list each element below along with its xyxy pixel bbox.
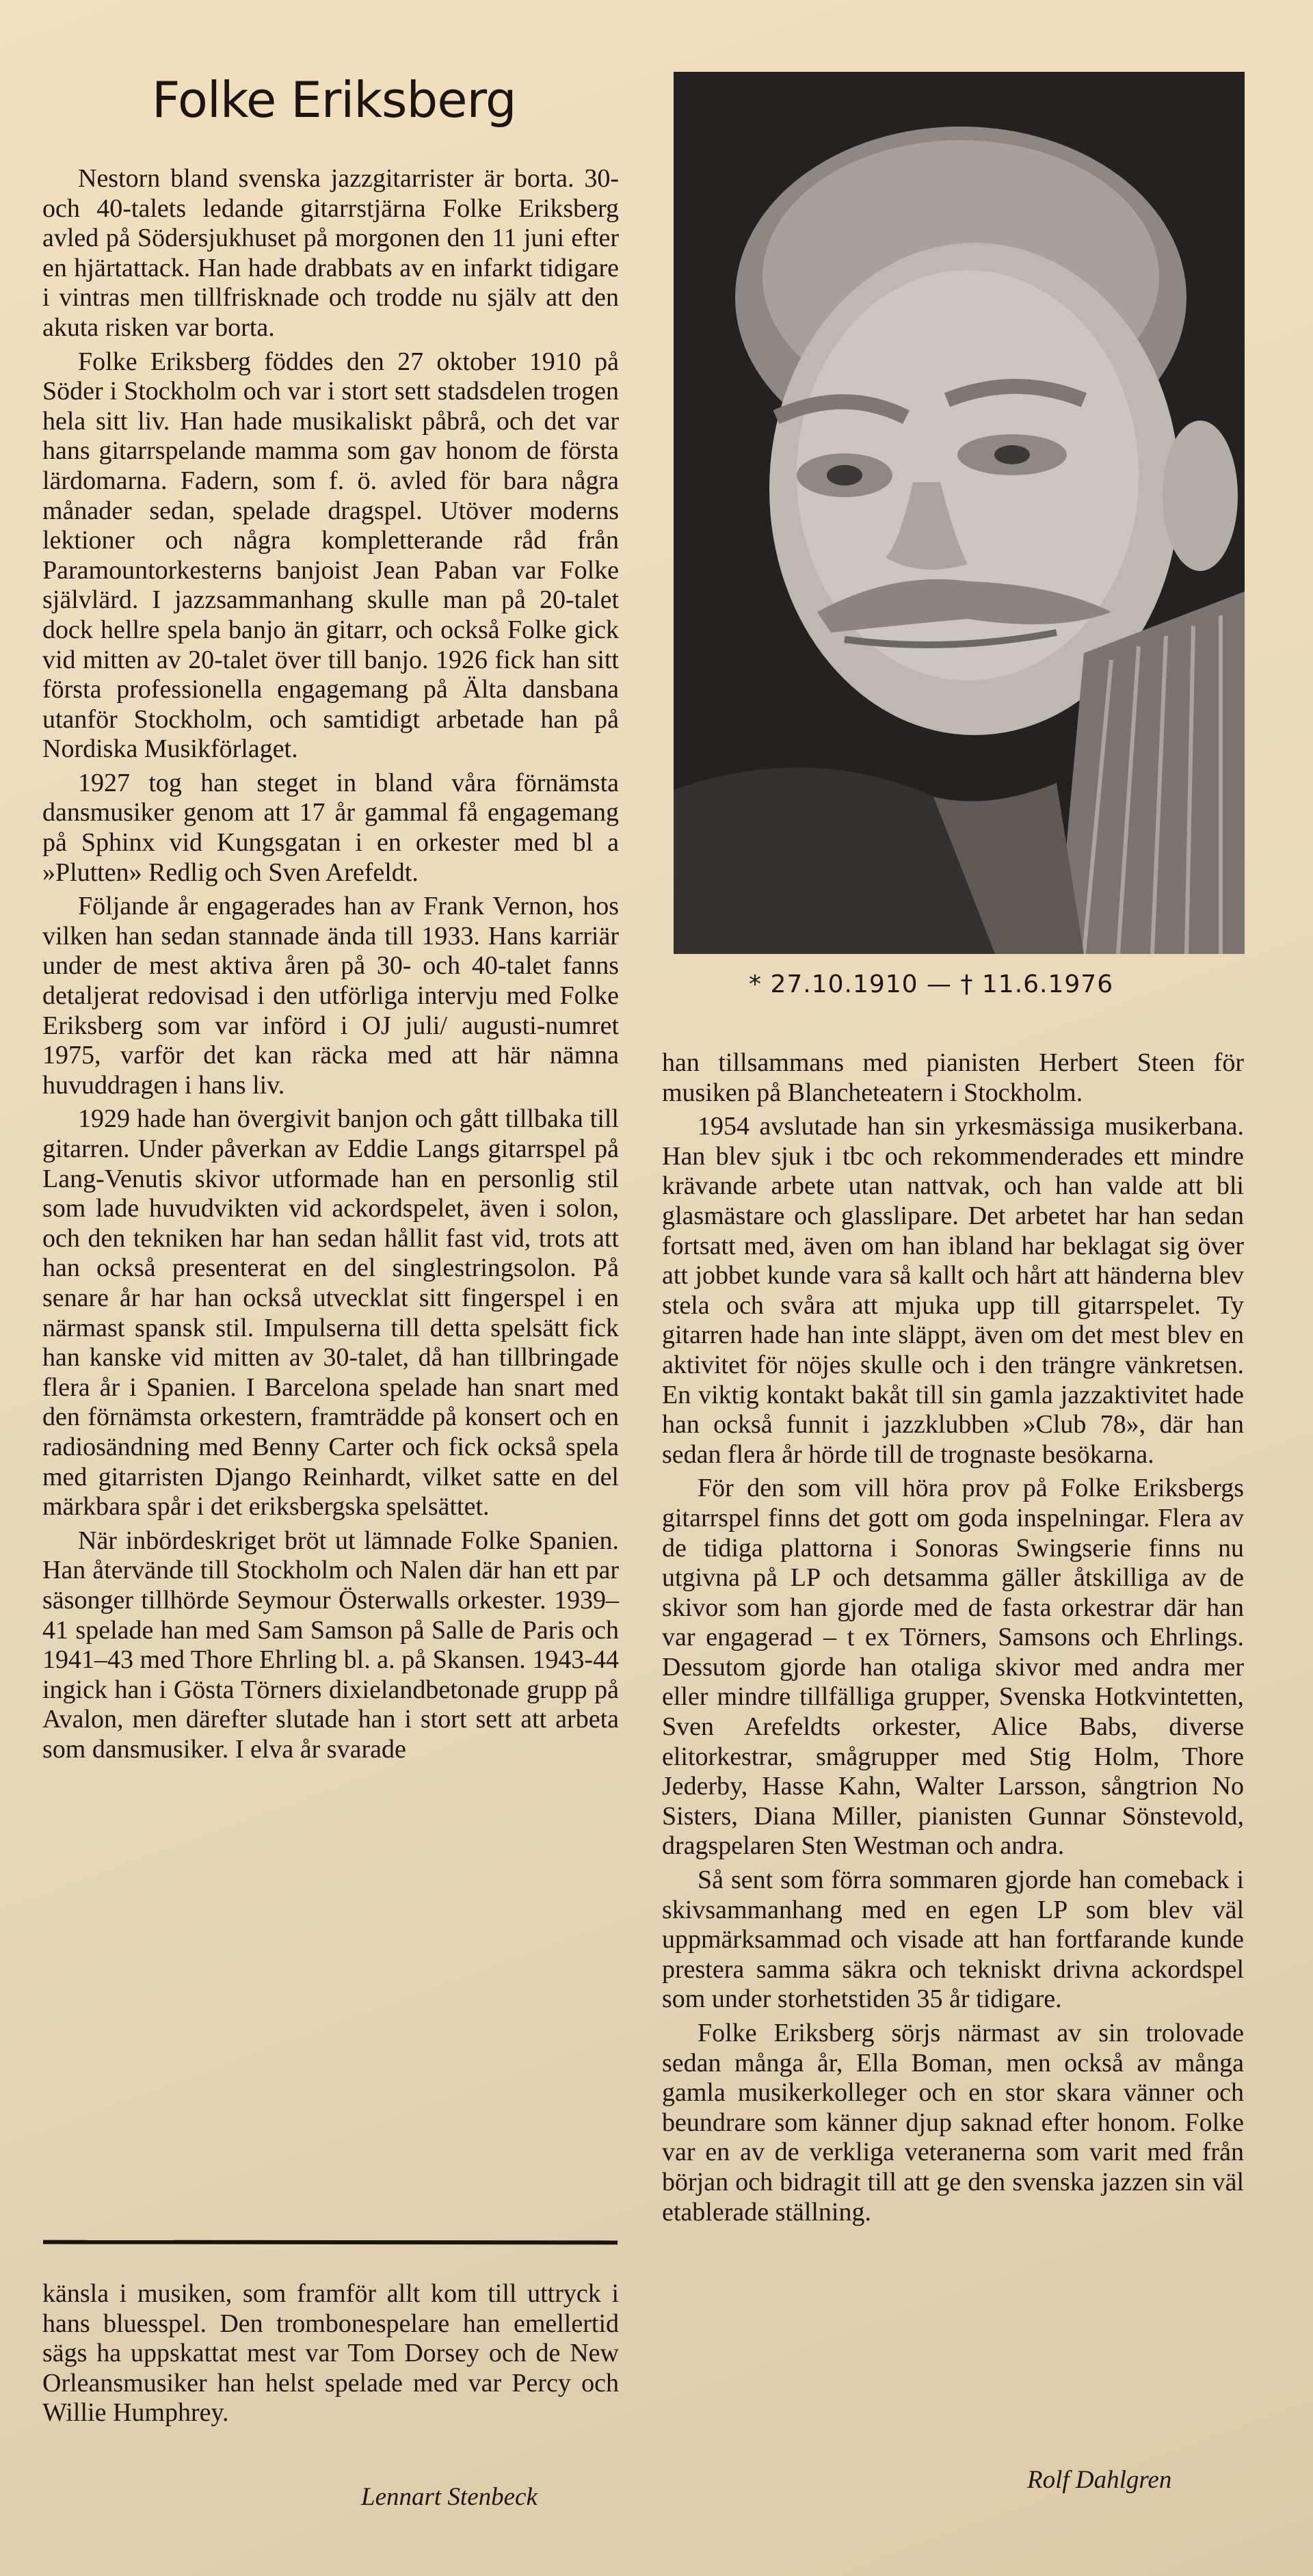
author-signature: Lennart Stenbeck (361, 2483, 538, 2511)
paragraph: För den som vill höra prov på Folke Eriksbergs gitarrspel finns det gott om goda inspelningar. Flera av de tidiga plattorna i Sonoras Swingserie finns nu utgivna på LP och detsamma gäller åtskilliga av de skivor som han gjorde med de fasta orkestrar där han var engagerad – t ex Törners, Samsons och Ehrlings. Dessutom gjorde han otaliga skivor med andra mer eller mindre tillfälliga grupper, Svenska Hotkvintetten, Sven Arefeldts orkester, Alice Babs, diverse elitorkestrar, smågrupper med Stig Holm, Thore Jederby, Hasse Kahn, Walter Larsson, sångtrion No Sisters, Diana Miller, pianisten Gunnar Sönstevold, dragspelaren Sten Westman och andra. (662, 1474, 1244, 1861)
portrait-photo (674, 72, 1245, 954)
left-column-body (42, 164, 619, 1768)
paragraph: känsla i musiken, som framför allt kom till uttryck i hans bluesspel. Den trombonespelare han emellertid sägs ha uppskattat mest var Tom Dorsey och de New Orleansmusiker han helst spelade med var Percy och Willie Humphrey. (42, 2279, 619, 2428)
left-column-continuation (42, 2279, 619, 2432)
right-column-body (662, 1048, 1244, 2231)
paragraph: han tillsammans med pianisten Herbert Steen för musiken på Blancheteatern i Stockholm. (662, 1048, 1244, 1107)
paragraph: Folke Eriksberg sörjs närmast av sin trolovade sedan många år, Ella Boman, men också av många gamla musikerkolleger och en stor skara vänner och beundrare som känner djup saknad efter honom. Folke var en av de verkliga veteranerna som varit med från början och bidragit till att ge den svenska jazzen sin väl etablerade ställning. (662, 2019, 1244, 2227)
paragraph: 1954 avslutade han sin yrkesmässiga musikerbana. Han blev sjuk i tbc och rekommenderades ett mindre krävande arbete utan nattvak, och han valde att bli glasmästare och glasslipare. Det arbetet har han sedan fortsatt med, även om han ibland har beklagat sig över att jobbet kunde vara så kallt och hårt att händerna blev stela och svåra att mjuka upp till gitarrspelet. Ty gitarren hade han inte släppt, även om det mest blev en aktivitet för nöjes skulle och i den trängre vänkretsen. En viktig kontakt bakåt till sin gamla jazzaktivitet hade han också funnit i jazzklubben »Club 78», där han sedan flera år hörde till de trognaste besökarna. (662, 1112, 1244, 1469)
paragraph: Följande år engagerades han av Frank Vernon, hos vilken han sedan stannade ända till 1933. Hans karriär under de mest aktiva åren på 30- och 40-talet fanns detaljerat redovisad i den utförliga intervju med Folke Eriksberg som var införd i OJ juli/ augusti-numret 1975, varför det kan räcka med att här nämna huvuddragen i hans liv. (42, 892, 619, 1100)
paragraph: 1929 hade han övergivit banjon och gått tillbaka till gitarren. Under påverkan av Eddie Langs gitarrspel på Lang-Venutis skivor utformade han en personlig stil som lade huvudvikten vid ackordspelet, även i solon, och den tekniken har han sedan hållit fast vid, trots att han också presenterat en del singlestringsolon. På senare år har han också utvecklat sitt fingerspel i en närmast spansk stil. Impulserna till detta spelsätt fick han kanske vid mitten av 30-talet, då han tillbringade flera år i Spanien. I Barcelona spelade han snart med den förnämsta orkestern, framträdde på konsert och en radiosändning med Benny Carter och fick också spela med gitarristen Django Reinhardt, vilket satte en del märkbara spår i det eriksbergska spelsättet. (42, 1104, 619, 1522)
life-dates-caption: * 27.10.1910 — † 11.6.1976 (749, 970, 1114, 998)
section-divider (43, 2240, 618, 2245)
paragraph: Nestorn bland svenska jazzgitarrister är borta. 30- och 40-talets ledande gitarrstjärna Folke Eriksberg avled på Södersjukhuset på morgonen den 11 juni efter en hjärtattack. Han hade drabbats av en infarkt tidigare i vintras men tillfrisknade och trodde nu själv att den akuta risken var borta. (42, 164, 619, 342)
paragraph: Folke Eriksberg föddes den 27 oktober 1910 på Söder i Stockholm och var i stort sett stadsdelen trogen hela sitt liv. Han hade musikaliskt påbrå, och det var hans gitarrspelande mamma som gav honom de första lärdomarna. Fadern, som f. ö. avled för bara några månader sedan, spelade dragspel. Utöver moderns lektioner och några kompletterande råd från Paramountorkesterns banjoist Jean Paban var Folke självlärd. I jazzsammanhang skulle man på 20-talet dock hellre spela banjo än gitarr, och också Folke gick vid mitten av 20-talet över till banjo. 1926 fick han sitt första professionella engagemang på Älta dansbana utanför Stockholm, och samtidigt arbetade han på Nordiska Musikförlaget. (42, 347, 619, 764)
author-signature: Rolf Dahlgren (1027, 2466, 1172, 2494)
portrait-illustration (674, 72, 1245, 954)
paragraph: Så sent som förra sommaren gjorde han comeback i skivsammanhang med en egen LP som blev väl uppmärksammad och visade att han fortfarande kunde prestera samma säkra och tekniskt drivna ackordspel som under storhetstiden 35 år tidigare. (662, 1865, 1244, 2014)
article-title: Folke Eriksberg (152, 71, 516, 129)
paragraph: När inbördeskriget bröt ut lämnade Folke Spanien. Han återvände till Stockholm och Nalen där han ett par säsonger tillhörde Seymour Österwalls orkester. 1939–41 spelade han med Sam Samson på Salle de Paris och 1941–43 med Thore Ehrling bl. a. på Skansen. 1943-44 ingick han i Gösta Törners dixielandbetonade grupp på Avalon, men därefter slutade han i stort sett att arbeta som dansmusiker. I elva år svarade (42, 1526, 619, 1764)
paragraph: 1927 tog han steget in bland våra förnämsta dansmusiker genom att 17 år gammal få engagemang på Sphinx vid Kungsgatan i en orkester med bl a »Plutten» Redlig och Sven Arefeldt. (42, 768, 619, 887)
